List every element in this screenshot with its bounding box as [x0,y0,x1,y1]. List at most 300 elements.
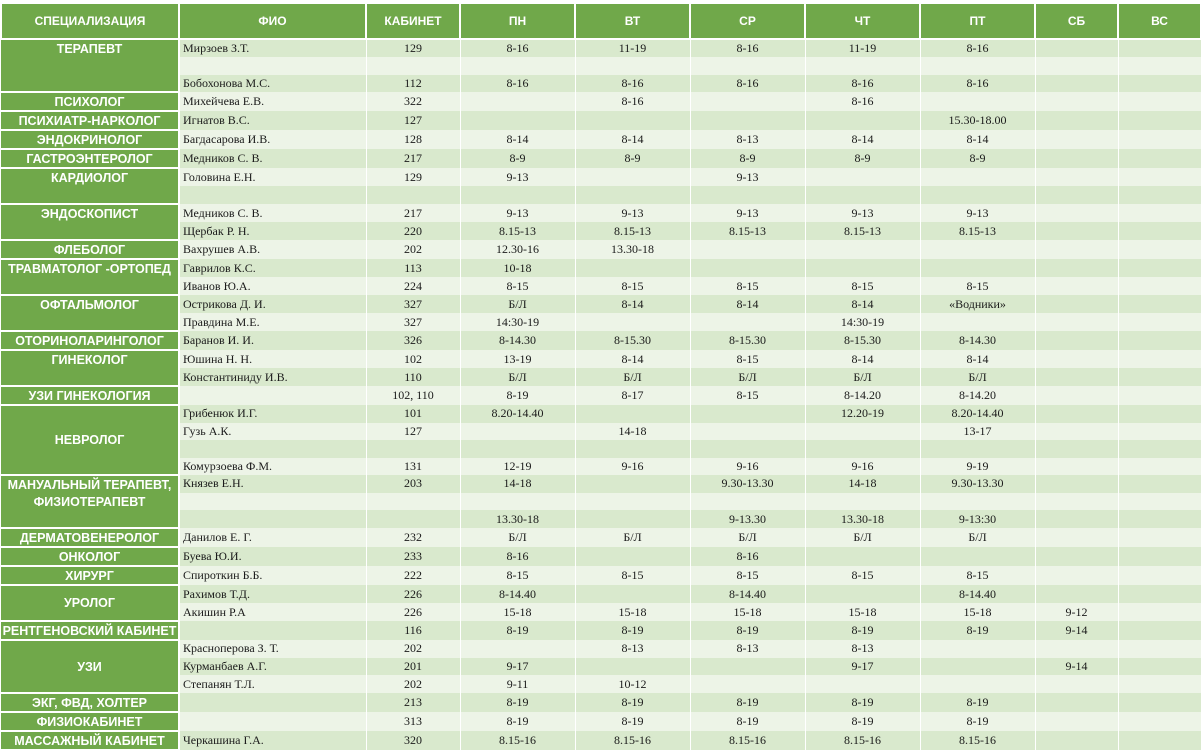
hours-sat [1035,39,1118,57]
specialization-label: ГИНЕКОЛОГ [51,352,128,367]
hours-tue: 8-16 [575,92,690,111]
room-number: 129 [366,39,460,57]
hours-sun [1118,149,1201,168]
table-row [1,350,1201,368]
doctor-name: Курманбаев А.Г. [179,658,366,676]
specialization-cell [1,92,179,111]
hours-wed: 8.15-16 [690,731,805,750]
doctor-name: Михейчева Е.В. [179,92,366,111]
hours-fri: 13-17 [920,423,1035,441]
specialization-cell [1,149,179,168]
hours-sun [1118,712,1201,731]
hours-fri: 8.20-14.40 [920,405,1035,423]
hours-thu: 8.15-13 [805,222,920,240]
hours-thu [805,259,920,277]
doctor-name: Акишин Р.А [179,603,366,621]
hours-sun [1118,731,1201,750]
room-number [366,186,460,204]
hours-thu: 8-15.30 [805,331,920,350]
hours-sat [1035,493,1118,511]
table-row [1,440,1201,458]
specialization-label: ФИЗИОКАБИНЕТ [36,714,143,729]
column-header-tue: ВТ [575,3,690,39]
specialization-cell [1,528,179,547]
table-row [1,603,1201,621]
hours-sat [1035,640,1118,658]
hours-sat [1035,368,1118,386]
room-number: 202 [366,675,460,693]
column-header-sun: ВС [1118,3,1201,39]
hours-sun [1118,168,1201,186]
hours-mon: 8-9 [460,149,575,168]
hours-sun [1118,277,1201,295]
hours-thu [805,240,920,259]
schedule-table [0,2,1202,751]
hours-sun [1118,75,1201,92]
hours-wed [690,57,805,74]
room-number: 202 [366,240,460,259]
hours-tue: 8-15.30 [575,331,690,350]
hours-fri: 9-13:30 [920,510,1035,528]
hours-tue: 8-15 [575,566,690,585]
hours-tue: 9-16 [575,458,690,476]
hours-sat [1035,331,1118,350]
specialization-cell [1,259,179,295]
specialization-label: УЗИ [77,659,102,674]
room-number: 202 [366,640,460,658]
table-row [1,386,1201,405]
hours-tue: 8-17 [575,386,690,405]
specialization-cell [1,621,179,640]
table-row [1,368,1201,386]
hours-wed [690,259,805,277]
hours-sun [1118,331,1201,350]
hours-fri: 8-15 [920,566,1035,585]
doctor-name: Медников С. В. [179,149,366,168]
hours-mon: 12.30-16 [460,240,575,259]
hours-tue: 11-19 [575,39,690,57]
hours-mon: 8-19 [460,693,575,712]
hours-mon: 8-16 [460,547,575,566]
hours-fri: 8-14 [920,350,1035,368]
schedule-body [1,39,1201,750]
hours-tue: 8-15 [575,277,690,295]
room-number: 129 [366,168,460,186]
room-number: 101 [366,405,460,423]
doctor-name [179,57,366,74]
hours-fri [920,57,1035,74]
specialization-cell [1,547,179,566]
table-row [1,168,1201,186]
hours-sat [1035,475,1118,493]
hours-mon: 12-19 [460,458,575,476]
specialization-cell [1,240,179,259]
hours-thu: 8-15 [805,277,920,295]
hours-sun [1118,547,1201,566]
hours-wed [690,92,805,111]
hours-wed: 9-13 [690,168,805,186]
room-number: 233 [366,547,460,566]
hours-thu: 14:30-19 [805,313,920,331]
specialization-cell [1,585,179,621]
hours-sun [1118,350,1201,368]
table-row [1,621,1201,640]
hours-mon: 14-18 [460,475,575,493]
table-row [1,277,1201,295]
room-number [366,493,460,511]
hours-sun [1118,640,1201,658]
hours-mon: 8-16 [460,39,575,57]
hours-wed: 8-15 [690,277,805,295]
hours-tue: 8-14 [575,130,690,149]
hours-thu: 11-19 [805,39,920,57]
specialization-cell [1,693,179,712]
hours-fri: 8-19 [920,712,1035,731]
hours-sat [1035,168,1118,186]
doctor-name: Рахимов Т.Д. [179,585,366,603]
hours-sat [1035,693,1118,712]
hours-sat [1035,458,1118,476]
hours-tue [575,313,690,331]
hours-mon: 8-16 [460,75,575,92]
hours-sat [1035,92,1118,111]
hours-fri [920,547,1035,566]
room-number: 113 [366,259,460,277]
hours-sat: 9-12 [1035,603,1118,621]
table-row [1,39,1201,57]
hours-sun [1118,423,1201,441]
table-row [1,423,1201,441]
hours-wed: 8-19 [690,693,805,712]
table-row [1,475,1201,493]
hours-sun [1118,259,1201,277]
table-row [1,458,1201,476]
hours-wed: 8-19 [690,621,805,640]
table-row [1,510,1201,528]
room-number: 326 [366,331,460,350]
hours-mon [460,493,575,511]
hours-wed: 8-16 [690,39,805,57]
specialization-cell [1,39,179,92]
hours-thu: 8-14 [805,295,920,313]
doctor-name: Вахрушев А.В. [179,240,366,259]
specialization-label: ЭНДОСКОПИСТ [40,206,139,221]
hours-sat [1035,130,1118,149]
hours-fri: 9-19 [920,458,1035,476]
doctor-name: Гузь А.К. [179,423,366,441]
doctor-name: Медников С. В. [179,204,366,222]
hours-sat [1035,295,1118,313]
hours-fri [920,493,1035,511]
hours-wed: 8-19 [690,712,805,731]
room-number: 102 [366,350,460,368]
hours-sun [1118,111,1201,130]
hours-mon: 13.30-18 [460,510,575,528]
specialization-label: ТЕРАПЕВТ [56,41,123,56]
hours-fri: 8-16 [920,39,1035,57]
specialization-cell [1,295,179,331]
hours-wed [690,186,805,204]
hours-sat [1035,712,1118,731]
hours-mon: 9-11 [460,675,575,693]
room-number: 116 [366,621,460,640]
specialization-cell [1,712,179,731]
doctor-name [179,712,366,731]
hours-mon [460,423,575,441]
hours-thu: 8-19 [805,693,920,712]
hours-tue: 15-18 [575,603,690,621]
column-header-thu: ЧТ [805,3,920,39]
hours-mon [460,92,575,111]
hours-sat [1035,528,1118,547]
hours-wed: 8-15 [690,350,805,368]
hours-mon [460,640,575,658]
hours-thu [805,111,920,130]
hours-thu: 13.30-18 [805,510,920,528]
room-number: 213 [366,693,460,712]
hours-sat: 9-14 [1035,621,1118,640]
room-number: 322 [366,92,460,111]
room-number [366,57,460,74]
hours-sat [1035,510,1118,528]
hours-sun [1118,130,1201,149]
hours-sat [1035,222,1118,240]
hours-mon [460,186,575,204]
hours-tue [575,111,690,130]
room-number: 220 [366,222,460,240]
hours-tue: 8-19 [575,693,690,712]
hours-sun [1118,186,1201,204]
doctor-name [179,510,366,528]
table-row [1,405,1201,423]
column-header-wed: СР [690,3,805,39]
hours-sun [1118,603,1201,621]
hours-fri: 8-14.30 [920,331,1035,350]
doctor-name [179,621,366,640]
hours-sun [1118,222,1201,240]
hours-sat [1035,149,1118,168]
doctor-name: Князев Е.Н. [179,475,366,493]
doctor-name: Грибенюк И.Г. [179,405,366,423]
specialization-cell [1,111,179,130]
hours-thu [805,675,920,693]
hours-fri: 15-18 [920,603,1035,621]
specialization-cell [1,405,179,475]
table-row [1,75,1201,92]
hours-tue [575,405,690,423]
hours-sun [1118,204,1201,222]
hours-mon: 8.15-16 [460,731,575,750]
hours-sun [1118,693,1201,712]
doctor-name: Степанян Т.Л. [179,675,366,693]
hours-wed: 8-16 [690,75,805,92]
hours-wed [690,111,805,130]
room-number: 226 [366,585,460,603]
hours-mon: 14:30-19 [460,313,575,331]
hours-wed: 8-13 [690,640,805,658]
hours-tue: 8-13 [575,640,690,658]
hours-wed: 15-18 [690,603,805,621]
hours-sun [1118,458,1201,476]
hours-sun [1118,585,1201,603]
specialization-label: ТРАВМАТОЛОГ -ОРТОПЕД [8,261,171,276]
hours-wed: 8-13 [690,130,805,149]
hours-tue [575,57,690,74]
hours-thu: 8-9 [805,149,920,168]
hours-fri [920,92,1035,111]
hours-sun [1118,386,1201,405]
hours-sat [1035,57,1118,74]
hours-fri: Б/Л [920,528,1035,547]
column-header-mon: ПН [460,3,575,39]
specialization-cell [1,130,179,149]
doctor-name [179,493,366,511]
hours-fri: 8-15 [920,277,1035,295]
hours-thu: 8.15-16 [805,731,920,750]
hours-sun [1118,92,1201,111]
hours-tue: 8-9 [575,149,690,168]
hours-mon: Б/Л [460,295,575,313]
hours-sat [1035,277,1118,295]
hours-sun [1118,658,1201,676]
hours-sat [1035,240,1118,259]
specialization-cell [1,731,179,750]
header-row [1,3,1201,39]
room-number: 313 [366,712,460,731]
hours-tue [575,658,690,676]
specialization-label: ОФТАЛЬМОЛОГ [40,297,139,312]
specialization-label: ПСИХИАТР-НАРКОЛОГ [18,113,161,128]
hours-thu [805,57,920,74]
specialization-label: УРОЛОГ [64,596,115,610]
specialization-label: РЕНТГЕНОВСКИЙ КАБИНЕТ [2,623,177,638]
hours-fri [920,675,1035,693]
hours-mon [460,440,575,458]
hours-wed: 9-13.30 [690,510,805,528]
hours-wed: 9-13 [690,204,805,222]
hours-fri: 15.30-18.00 [920,111,1035,130]
specialization-label: ФЛЕБОЛОГ [53,242,126,257]
hours-thu [805,547,920,566]
doctor-name: Игнатов В.С. [179,111,366,130]
hours-tue [575,547,690,566]
specialization-cell [1,386,179,405]
hours-mon: 8.20-14.40 [460,405,575,423]
hours-thu [805,585,920,603]
hours-wed [690,405,805,423]
hours-sun [1118,528,1201,547]
table-row [1,259,1201,277]
hours-sat [1035,75,1118,92]
table-row [1,731,1201,750]
hours-wed: 8-14.40 [690,585,805,603]
hours-fri [920,313,1035,331]
room-number: 217 [366,204,460,222]
hours-fri: 8-14 [920,130,1035,149]
hours-tue [575,585,690,603]
hours-mon: 8.15-13 [460,222,575,240]
table-row [1,204,1201,222]
hours-tue: Б/Л [575,528,690,547]
hours-sun [1118,240,1201,259]
hours-mon [460,57,575,74]
hours-wed [690,423,805,441]
hours-tue [575,259,690,277]
hours-wed [690,440,805,458]
doctor-name: Красноперова З. Т. [179,640,366,658]
room-number: 320 [366,731,460,750]
room-number: 217 [366,149,460,168]
hours-sat [1035,566,1118,585]
doctor-name [179,440,366,458]
doctor-name: Баранов И. И. [179,331,366,350]
hours-sat: 9-14 [1035,658,1118,676]
hours-sat [1035,440,1118,458]
column-header-room: КАБИНЕТ [366,3,460,39]
hours-tue [575,168,690,186]
table-row [1,547,1201,566]
hours-sat [1035,423,1118,441]
table-row [1,295,1201,313]
hours-wed: Б/Л [690,528,805,547]
table-row [1,658,1201,676]
doctor-name: Гаврилов К.С. [179,259,366,277]
hours-fri: Б/Л [920,368,1035,386]
hours-wed: 8.15-13 [690,222,805,240]
doctor-name: Иванов Ю.А. [179,277,366,295]
hours-thu: 8-13 [805,640,920,658]
room-number: 327 [366,295,460,313]
hours-thu [805,186,920,204]
hours-sun [1118,368,1201,386]
hours-wed: 9.30-13.30 [690,475,805,493]
hours-sat [1035,731,1118,750]
hours-thu: 15-18 [805,603,920,621]
specialization-label: УЗИ ГИНЕКОЛОГИЯ [28,388,151,403]
hours-tue: 8-16 [575,75,690,92]
column-header-name: ФИО [179,3,366,39]
specialization-label: МАНУАЛЬНЫЙ ТЕРАПЕВТ, ФИЗИОТЕРАПЕВТ [7,477,172,509]
specialization-cell [1,350,179,386]
hours-fri [920,658,1035,676]
table-row [1,693,1201,712]
room-number [366,510,460,528]
column-header-sat: СБ [1035,3,1118,39]
hours-fri: 9.30-13.30 [920,475,1035,493]
hours-wed [690,658,805,676]
doctor-name: Щербак Р. Н. [179,222,366,240]
doctor-name: Головина Е.Н. [179,168,366,186]
hours-tue: 8-14 [575,295,690,313]
doctor-name: Острикова Д. И. [179,295,366,313]
doctor-name: Комурзоева Ф.М. [179,458,366,476]
specialization-cell [1,475,179,528]
specialization-cell [1,566,179,585]
doctor-name: Багдасарова И.В. [179,130,366,149]
hours-sun [1118,39,1201,57]
hours-mon: 8-19 [460,712,575,731]
hours-thu: 8-19 [805,712,920,731]
table-row [1,331,1201,350]
hours-tue: Б/Л [575,368,690,386]
hours-fri: 8.15-16 [920,731,1035,750]
hours-wed: 8-15 [690,566,805,585]
table-row [1,712,1201,731]
hours-wed: 8-15 [690,386,805,405]
hours-mon: 8-14.40 [460,585,575,603]
doctor-name [179,186,366,204]
table-row [1,186,1201,204]
